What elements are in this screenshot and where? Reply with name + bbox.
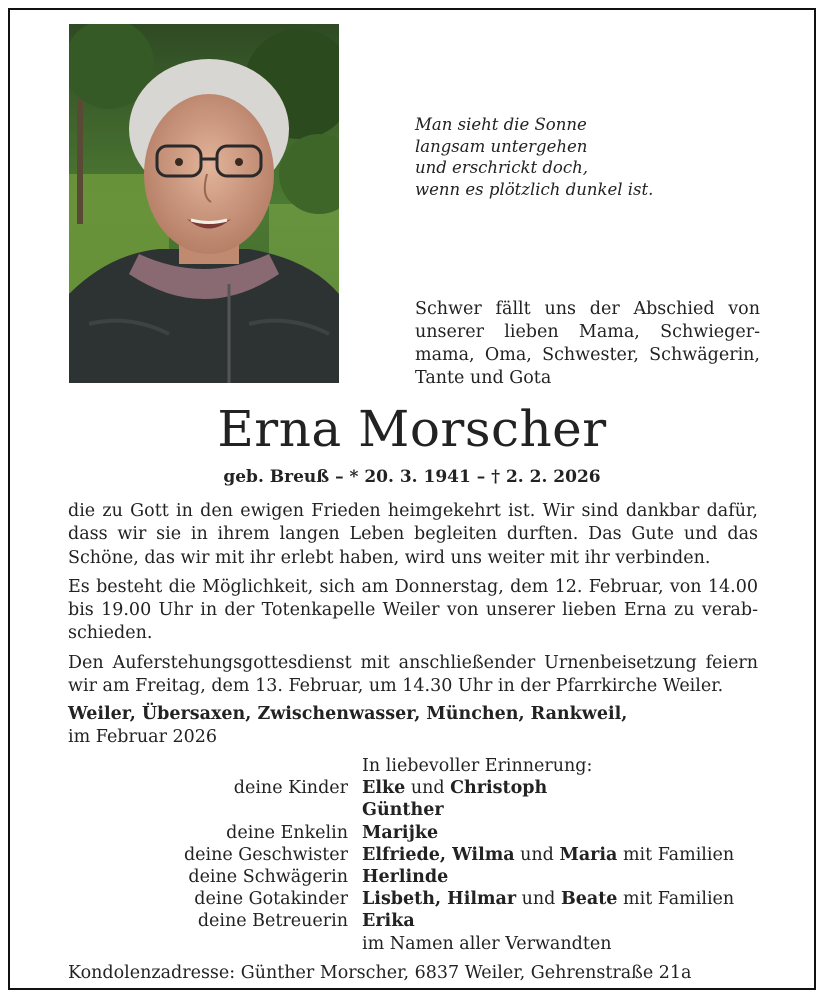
life-dates: geb. Breuß – * 20. 3. 1941 – † 2. 2. 2026 (223, 467, 601, 487)
relative-names (362, 844, 734, 866)
notice-date: im Februar 2026 (68, 727, 218, 747)
relative-name: Herlinde (362, 867, 449, 888)
poem-line: Man sieht die Sonne (415, 115, 587, 134)
relative-name: Beate (560, 889, 618, 910)
relation-label: deine Betreuerin (197, 911, 348, 932)
family-closing: im Namen aller Verwandten (362, 933, 612, 954)
family-row (68, 866, 768, 888)
relation-label: deine Schwägerin (188, 867, 348, 888)
relative-name: Elfriede, Wilma (362, 844, 515, 865)
relative-name: Günther (362, 800, 444, 821)
relative-names (362, 799, 444, 821)
relative-name: Lisbeth, Hilmar (362, 889, 517, 910)
family-row (68, 844, 768, 866)
relative-names (362, 866, 448, 888)
places-list: Weiler, Übersaxen, Zwischenwasser, München, Rankweil, (68, 704, 628, 724)
condolence-address: Kondolenzadresse: Günther Morscher, 6837 Weiler, Gehrenstraße 21a (68, 963, 692, 983)
connector-text: und (516, 889, 561, 910)
relative-name: Elke (362, 778, 406, 799)
family-row (68, 888, 768, 910)
connector-text: und (514, 844, 560, 865)
family-row (68, 799, 768, 821)
relation-label: deine Geschwister (183, 844, 348, 865)
family-intro-row (68, 755, 768, 777)
relation-label: deine Kinder (233, 778, 348, 799)
family-row (68, 822, 768, 844)
poem (415, 114, 745, 200)
relative-names (362, 888, 734, 910)
paragraph: Es besteht die Möglichkeit, sich am Donnerstag, dem 12. Februar, von 14.00 bis 19.00 Uhr in der Totenkapelle Weiler von unserer lieben Erna zu verabschieden. (68, 576, 758, 644)
obituary-page (8, 8, 816, 990)
relation-label: deine Enkelin (226, 822, 348, 843)
relative-name: Christoph (450, 778, 548, 799)
relative-names (362, 910, 415, 932)
obituary-text (68, 500, 758, 704)
poem-line: langsam untergehen (415, 136, 588, 156)
connector-text: mit Familien (617, 889, 735, 910)
relation-label: deine Gotakinder (194, 889, 348, 910)
mourners-list (68, 755, 768, 955)
family-row (68, 910, 768, 932)
deceased-name: Erna Morscher (217, 400, 607, 458)
family-row (68, 777, 768, 799)
portrait-image (69, 24, 339, 383)
relative-name: Maria (559, 844, 618, 865)
relative-name: Marijke (362, 822, 439, 843)
family-intro: In liebevoller Erinnerung: (362, 756, 593, 776)
connector-text: und (405, 778, 451, 799)
relative-names (362, 822, 438, 844)
connector-text: mit Familien (617, 844, 735, 865)
farewell-intro: Schwer fällt uns der Abschied von unserer lieben Mama, Schwiegermama, Oma, Schwester, Schwägerin, Tante und Gota (415, 299, 760, 388)
places-and-date (68, 703, 758, 749)
relative-names (362, 777, 547, 799)
relative-name: Erika (362, 911, 415, 932)
poem-line: wenn es plötzlich dunkel ist. (415, 179, 654, 199)
portrait-photo (69, 24, 339, 383)
paragraph: Den Auferstehungsgottesdienst mit anschließender Urnenbeisetzung feiern wir am Freitag, dem 13. Februar, um 14.30 Uhr in der Pfarrkirche Weiler. (68, 652, 758, 697)
poem-line: und erschrickt doch, (415, 158, 588, 177)
relation-label (68, 799, 362, 821)
family-closing-row (68, 933, 768, 955)
paragraph: die zu Gott in den ewigen Frieden heimgekehrt ist. Wir sind dankbar dafür, dass wir sie in ihrem langen Leben begleiten durften. Das Gute und das Schöne, das wir mit ihr erlebt haben, wird uns weiter mit ihr verbinden. (68, 501, 758, 568)
